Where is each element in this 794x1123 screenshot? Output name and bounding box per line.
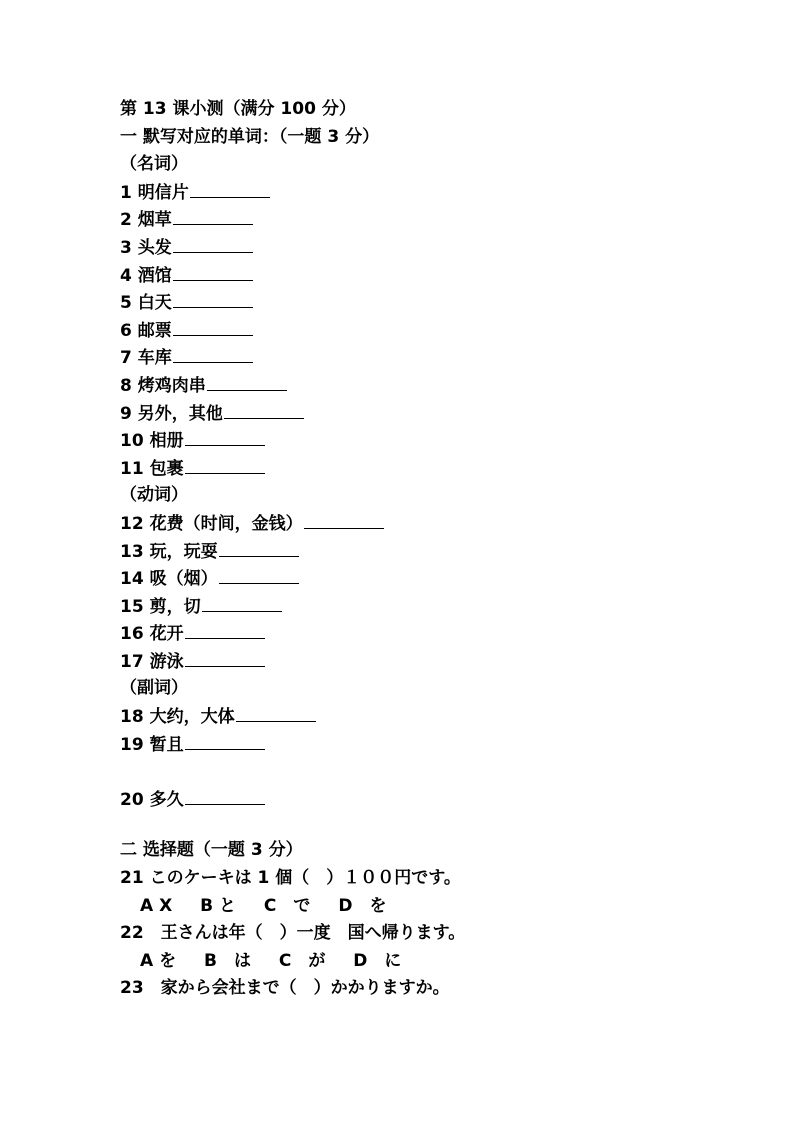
spacer — [120, 813, 760, 837]
list-item — [120, 317, 760, 345]
list-item — [120, 703, 760, 731]
adverb-label: （副词） — [120, 678, 188, 699]
option-b[interactable]: B と — [200, 895, 236, 916]
list-item — [120, 620, 760, 648]
list-item — [120, 538, 760, 566]
answer-blank[interactable] — [173, 317, 253, 336]
item-prompt: 12 花费（时间，金钱） — [120, 513, 303, 534]
item-prompt: 6 邮票 — [120, 320, 172, 341]
spacer — [120, 758, 760, 786]
answer-blank[interactable] — [173, 289, 253, 308]
answer-blank[interactable] — [219, 538, 299, 557]
answer-blank[interactable] — [202, 593, 282, 612]
verb-label: （动词） — [120, 485, 188, 506]
noun-list — [120, 179, 760, 483]
answer-blank[interactable] — [185, 455, 265, 474]
option-b[interactable]: B は — [204, 950, 251, 971]
list-item — [120, 344, 760, 372]
answer-blank[interactable] — [173, 344, 253, 363]
answer-blank[interactable] — [190, 179, 270, 198]
option-a[interactable]: A を — [140, 950, 177, 971]
list-item — [120, 262, 760, 290]
item-prompt: 2 烟草 — [120, 210, 172, 231]
item-prompt: 15 剪，切 — [120, 596, 201, 617]
list-item — [120, 400, 760, 428]
list-item — [120, 234, 760, 262]
item-prompt: 9 另外，其他 — [120, 403, 223, 424]
answer-blank[interactable] — [185, 620, 265, 639]
answer-blank[interactable] — [185, 786, 265, 805]
option-d[interactable]: D に — [353, 950, 402, 971]
item-prompt: 3 头发 — [120, 237, 172, 258]
list-item — [120, 565, 760, 593]
verb-list — [120, 510, 760, 676]
answer-blank[interactable] — [173, 234, 253, 253]
answer-blank[interactable] — [224, 400, 304, 419]
question-21-options — [120, 893, 760, 921]
item-prompt: 19 暂且 — [120, 734, 184, 755]
answer-blank[interactable] — [173, 206, 253, 225]
answer-blank[interactable] — [219, 565, 299, 584]
list-item — [120, 289, 760, 317]
item-prompt: 1 明信片 — [120, 182, 189, 203]
question-list — [120, 865, 760, 1003]
item-prompt: 13 玩，玩耍 — [120, 541, 218, 562]
list-item — [120, 510, 760, 538]
list-item — [120, 427, 760, 455]
list-item — [120, 206, 760, 234]
option-c[interactable]: C で — [263, 895, 311, 916]
list-item — [120, 455, 760, 483]
item-prompt: 14 吸（烟） — [120, 569, 218, 590]
list-item — [120, 372, 760, 400]
answer-blank[interactable] — [304, 510, 384, 529]
answer-blank[interactable] — [185, 731, 265, 750]
section2-heading: 二 选择题（一题 3 分） — [120, 840, 303, 861]
item-prompt: 20 多久 — [120, 789, 184, 810]
answer-blank[interactable] — [173, 262, 253, 281]
question-23: 23 家から会社まで（ ）かかりますか。 — [120, 978, 450, 999]
list-item — [120, 593, 760, 621]
question-21: 21 このケーキは 1 個（ ）１００円です。 — [120, 868, 461, 889]
item-prompt: 17 游泳 — [120, 651, 184, 672]
item-prompt: 18 大约，大体 — [120, 707, 235, 728]
option-d[interactable]: D を — [338, 895, 387, 916]
item-prompt: 8 烤鸡肉串 — [120, 375, 206, 396]
item-prompt: 4 酒馆 — [120, 265, 172, 286]
answer-blank[interactable] — [236, 703, 316, 722]
item-prompt: 11 包裹 — [120, 458, 184, 479]
adverb-list — [120, 703, 760, 813]
option-a[interactable]: A X — [140, 895, 173, 916]
item-prompt: 5 白天 — [120, 293, 172, 314]
item-prompt: 16 花开 — [120, 624, 184, 645]
option-c[interactable]: C が — [278, 950, 326, 971]
question-22: 22 王さんは年（ ）一度 国へ帰ります。 — [120, 923, 466, 944]
list-item — [120, 731, 760, 759]
item-prompt: 7 车库 — [120, 348, 172, 369]
list-item — [120, 648, 760, 676]
noun-label: （名词） — [120, 154, 188, 175]
question-22-options — [120, 948, 760, 976]
list-item — [120, 179, 760, 207]
section1-heading: 一 默写对应的单词：（一题 3 分） — [120, 126, 380, 147]
quiz-page — [120, 96, 760, 1003]
item-prompt: 10 相册 — [120, 431, 184, 452]
answer-blank[interactable] — [185, 427, 265, 446]
page-title: 第 13 课小测（满分 100 分） — [120, 99, 356, 119]
answer-blank[interactable] — [207, 372, 287, 391]
list-item — [120, 786, 760, 814]
answer-blank[interactable] — [185, 648, 265, 667]
